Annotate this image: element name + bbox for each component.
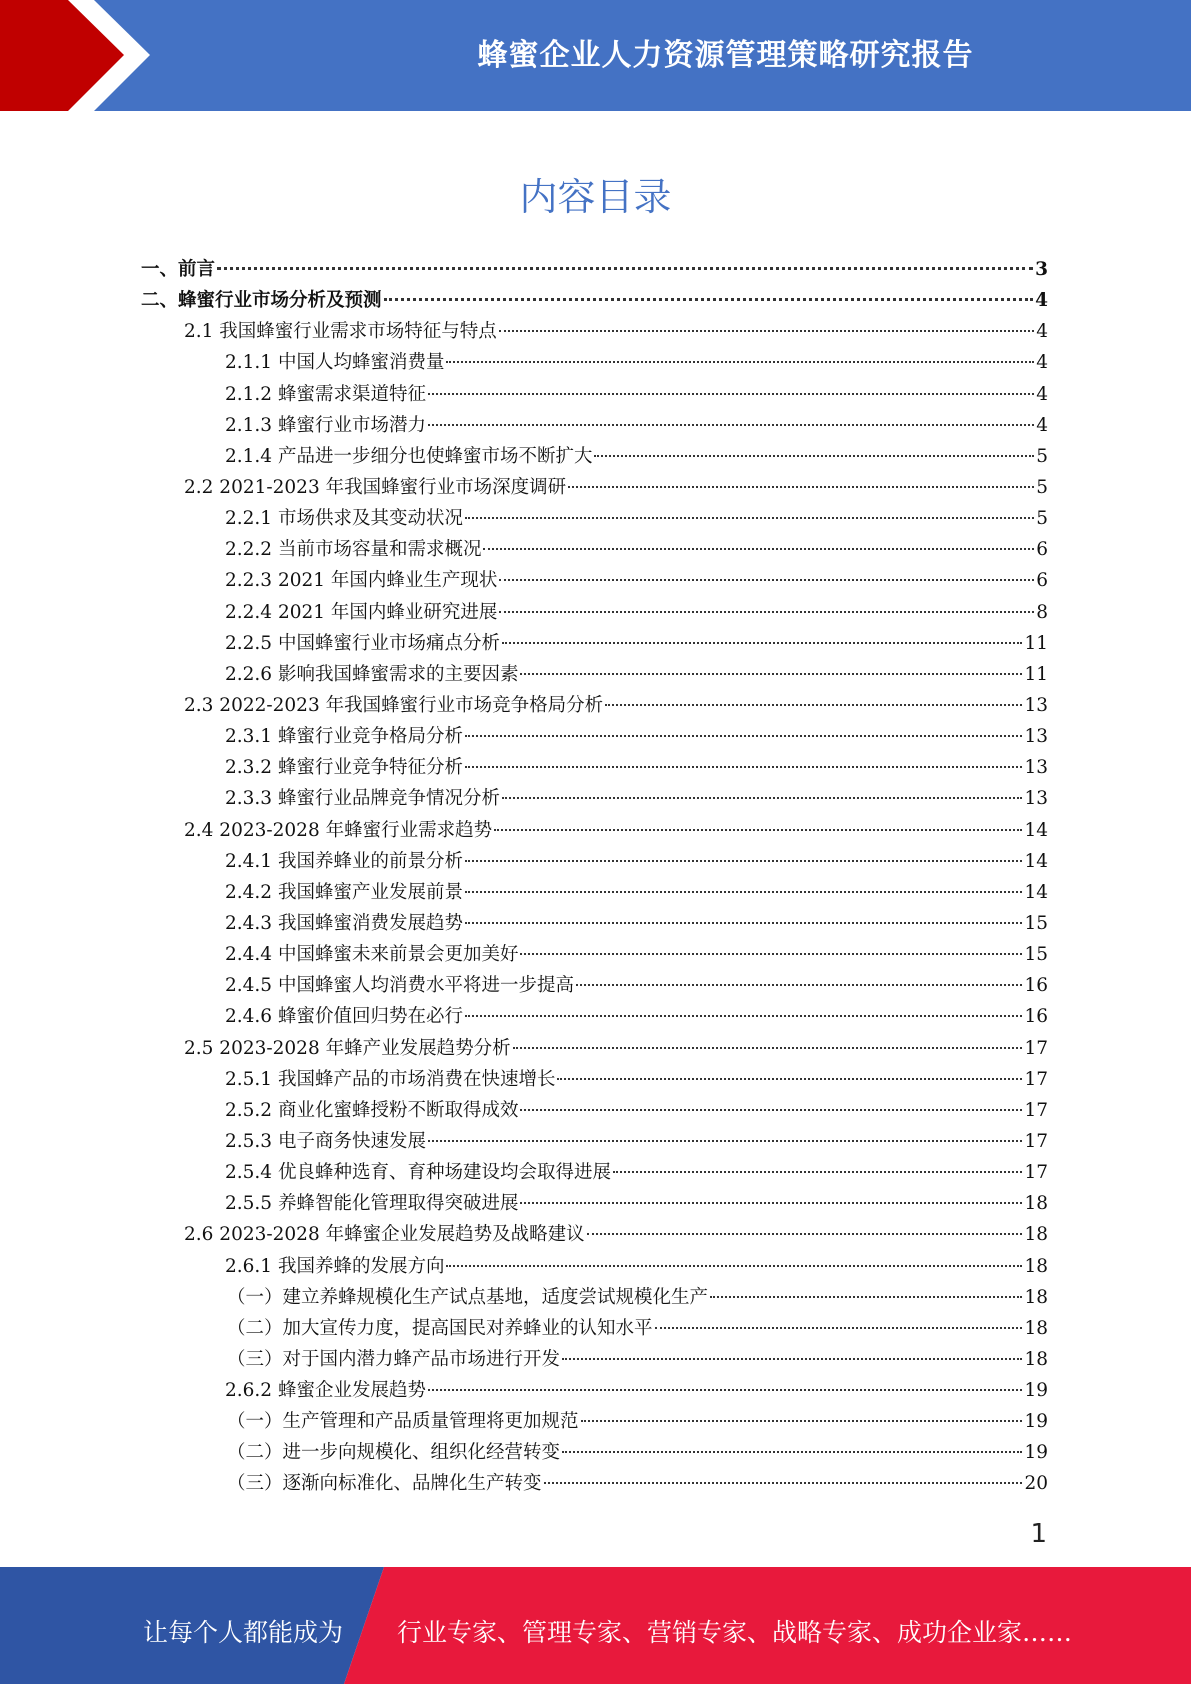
toc-entry-label: 2.4.6 蜂蜜价值回归势在必行 <box>225 1006 463 1028</box>
toc-entry-page: 17 <box>1024 1068 1048 1090</box>
toc-dot-leader <box>587 1233 1023 1235</box>
toc-entry-label: 2.2.1 市场供求及其变动状况 <box>225 508 463 530</box>
toc-entry-page: 20 <box>1024 1473 1048 1495</box>
toc-entry[interactable] <box>141 815 1048 846</box>
toc-dot-leader <box>465 922 1022 924</box>
toc-entry[interactable] <box>141 1251 1048 1282</box>
toc-entry-label: 2.1.1 中国人均蜂蜜消费量 <box>225 352 445 374</box>
toc-entry-page: 18 <box>1024 1317 1048 1339</box>
toc-dot-leader <box>562 1358 1022 1360</box>
toc-entry-page: 18 <box>1024 1224 1048 1246</box>
toc-entry-label: （二）进一步向规模化、组织化经营转变 <box>227 1442 561 1464</box>
toc-entry[interactable] <box>141 347 1048 378</box>
toc-entry-label: （一）生产管理和产品质量管理将更加规范 <box>227 1411 579 1433</box>
toc-entry-page: 17 <box>1024 1130 1048 1152</box>
toc-dot-leader <box>499 611 1034 613</box>
toc-entry-label: 2.1.4 产品进一步细分也使蜂蜜市场不断扩大 <box>225 445 593 467</box>
toc-entry-page: 4 <box>1036 414 1048 436</box>
toc-dot-leader <box>594 455 1034 457</box>
toc-entry[interactable] <box>141 534 1048 565</box>
toc-entry-label: 2.2.6 影响我国蜂蜜需求的主要因素 <box>225 663 519 685</box>
toc-entry-label: 2.5 2023-2028 年蜂产业发展趋势分析 <box>184 1037 511 1059</box>
toc-entry-page: 19 <box>1024 1380 1048 1402</box>
toc-dot-leader <box>655 1327 1023 1329</box>
toc-dot-leader <box>513 1047 1023 1049</box>
toc-dot-leader <box>499 330 1034 332</box>
toc-entry[interactable] <box>141 908 1048 939</box>
toc-entry-label: 2.5.5 养蜂智能化管理取得突破进展 <box>225 1193 519 1215</box>
toc-dot-leader <box>502 642 1022 644</box>
toc-entry-page: 16 <box>1024 975 1048 997</box>
toc-dot-leader <box>384 298 1034 301</box>
toc-dot-leader <box>465 517 1034 519</box>
toc-entry[interactable] <box>141 1344 1048 1375</box>
toc-dot-leader <box>428 393 1034 395</box>
toc-entry[interactable] <box>141 1001 1048 1032</box>
toc-entry-page: 5 <box>1036 445 1048 467</box>
page-footer <box>0 1567 1191 1684</box>
toc-entry-label: 2.5.4 优良蜂种选育、育种场建设均会取得进展 <box>225 1162 611 1184</box>
toc-entry-label: 2.2.5 中国蜂蜜行业市场痛点分析 <box>225 632 500 654</box>
toc-entry[interactable] <box>141 441 1048 472</box>
toc-entry-page: 17 <box>1024 1162 1048 1184</box>
toc-entry[interactable] <box>141 1126 1048 1157</box>
toc-entry-page: 17 <box>1024 1099 1048 1121</box>
toc-entry-page: 13 <box>1024 757 1048 779</box>
toc-entry-label: 2.1.2 蜂蜜需求渠道特征 <box>225 383 426 405</box>
toc-entry[interactable] <box>141 1095 1048 1126</box>
toc-dot-leader <box>520 1109 1022 1111</box>
toc-entry-page: 3 <box>1035 259 1048 280</box>
footer-slogan-right: 行业专家、管理专家、营销专家、战略专家、成功企业家…… <box>397 1618 1073 1647</box>
toc-entry-page: 18 <box>1024 1348 1048 1370</box>
toc-entry[interactable] <box>141 659 1048 690</box>
toc-entry-page: 18 <box>1024 1286 1048 1308</box>
toc-entry[interactable] <box>141 1157 1048 1188</box>
toc-entry-label: 2.4.2 我国蜂蜜产业发展前景 <box>225 881 463 903</box>
toc-dot-leader <box>428 1389 1022 1391</box>
toc-entry-label: （一）建立养蜂规模化生产试点基地，适度尝试规模化生产 <box>227 1286 709 1308</box>
toc-dot-leader <box>494 829 1022 831</box>
toc-entry-page: 4 <box>1036 383 1048 405</box>
toc-dot-leader <box>710 1296 1022 1298</box>
toc-entry[interactable] <box>141 783 1048 814</box>
toc-entry-label: 2.2.2 当前市场容量和需求概况 <box>225 539 482 561</box>
toc-entry-label: 2.4.5 中国蜂蜜人均消费水平将进一步提高 <box>225 975 574 997</box>
page-header <box>0 0 1191 111</box>
toc-entry[interactable] <box>141 503 1048 534</box>
toc-dot-leader <box>520 1202 1022 1204</box>
toc-entry[interactable] <box>141 690 1048 721</box>
toc-entry-page: 8 <box>1036 601 1048 623</box>
toc-entry-label: 2.5.2 商业化蜜蜂授粉不断取得成效 <box>225 1099 519 1121</box>
toc-entry-page: 4 <box>1035 290 1048 312</box>
toc-entry[interactable] <box>141 970 1048 1001</box>
toc-entry[interactable] <box>141 379 1048 410</box>
toc-entry-page: 19 <box>1024 1411 1048 1433</box>
toc-entry[interactable] <box>141 1406 1048 1437</box>
toc-dot-leader <box>465 735 1022 737</box>
toc-entry-label: 2.3.3 蜂蜜行业品牌竞争情况分析 <box>225 788 500 810</box>
toc-entry-label: （三）对于国内潜力蜂产品市场进行开发 <box>227 1348 561 1370</box>
toc-entry[interactable] <box>141 1033 1048 1064</box>
toc-entry-label: 二、蜂蜜行业市场分析及预测 <box>141 290 382 312</box>
toc-entry[interactable] <box>141 1219 1048 1250</box>
toc-heading: 内容目录 <box>519 175 672 219</box>
toc-entry[interactable] <box>141 410 1048 441</box>
toc-entry-label: 2.5.1 我国蜂产品的市场消费在快速增长 <box>225 1068 556 1090</box>
footer-slogan-left: 让每个人都能成为 <box>143 1618 344 1647</box>
toc-entry-page: 15 <box>1024 912 1048 934</box>
toc-entry-page: 18 <box>1024 1255 1048 1277</box>
toc-dot-leader <box>581 1420 1023 1422</box>
toc-entry-page: 6 <box>1036 539 1048 561</box>
toc-entry[interactable] <box>141 628 1048 659</box>
toc-dot-leader <box>428 424 1034 426</box>
toc-entry-page: 11 <box>1024 663 1048 685</box>
toc-dot-leader <box>502 797 1022 799</box>
toc-entry[interactable] <box>141 752 1048 783</box>
toc-entry[interactable] <box>141 254 1048 285</box>
toc-entry-page: 15 <box>1024 944 1048 966</box>
toc-entry-page: 4 <box>1036 352 1048 374</box>
toc-entry[interactable] <box>141 285 1048 316</box>
toc-entry-page: 17 <box>1024 1037 1048 1059</box>
toc-dot-leader <box>605 704 1022 706</box>
toc-entry-page: 5 <box>1036 476 1048 498</box>
toc-dot-leader <box>483 548 1034 550</box>
toc-entry[interactable] <box>141 316 1048 347</box>
toc-entry-label: 一、前言 <box>141 259 216 280</box>
toc-dot-leader <box>576 984 1022 986</box>
toc-entry-label: （三）逐渐向标准化、品牌化生产转变 <box>227 1473 542 1495</box>
toc-entry-label: 2.4.4 中国蜂蜜未来前景会更加美好 <box>225 944 519 966</box>
toc-dot-leader <box>465 891 1022 893</box>
toc-dot-leader <box>562 1451 1022 1453</box>
toc-entry-label: （二）加大宣传力度，提高国民对养蜂业的认知水平 <box>227 1317 653 1339</box>
toc-entry-label: 2.2 2021-2023 年我国蜂蜜行业市场深度调研 <box>184 476 567 498</box>
toc-entry-page: 13 <box>1024 726 1048 748</box>
toc-dot-leader <box>446 361 1034 363</box>
toc-entry-page: 16 <box>1024 1006 1048 1028</box>
toc-entry-label: 2.4.1 我国养蜂业的前景分析 <box>225 850 463 872</box>
toc-dot-leader <box>568 486 1034 488</box>
toc-dot-leader <box>499 579 1034 581</box>
page-number: 1 <box>1030 1519 1047 1549</box>
toc-dot-leader <box>446 1265 1022 1267</box>
toc-dot-leader <box>520 673 1022 675</box>
toc-entry[interactable] <box>141 1282 1048 1313</box>
toc-entry[interactable] <box>141 877 1048 908</box>
toc-entry[interactable] <box>141 1064 1048 1095</box>
toc-entry-label: 2.2.3 2021 年国内蜂业生产现状 <box>225 570 498 592</box>
toc-dot-leader <box>465 766 1022 768</box>
toc-dot-leader <box>217 267 1033 270</box>
toc-entry[interactable] <box>141 939 1048 970</box>
toc-entry-page: 4 <box>1036 321 1048 343</box>
toc-entry-page: 13 <box>1024 788 1048 810</box>
toc-entry-page: 6 <box>1036 570 1048 592</box>
toc-entry[interactable] <box>141 565 1048 596</box>
toc-entry-label: 2.5.3 电子商务快速发展 <box>225 1130 426 1152</box>
toc-entry-page: 19 <box>1024 1442 1048 1464</box>
toc-entry[interactable] <box>141 846 1048 877</box>
toc-entry-page: 11 <box>1024 632 1048 654</box>
toc-entry-label: 2.6.2 蜂蜜企业发展趋势 <box>225 1380 426 1402</box>
toc-entry-page: 14 <box>1024 819 1048 841</box>
toc-dot-leader <box>613 1171 1022 1173</box>
toc-dot-leader <box>428 1140 1022 1142</box>
toc-entry-page: 5 <box>1036 508 1048 530</box>
toc-entry[interactable] <box>141 1437 1048 1468</box>
toc-entry-label: 2.3.1 蜂蜜行业竞争格局分析 <box>225 726 463 748</box>
toc-entry[interactable] <box>141 597 1048 628</box>
toc-entry-label: 2.3.2 蜂蜜行业竞争特征分析 <box>225 757 463 779</box>
toc-entry[interactable] <box>141 1468 1048 1499</box>
toc-entry-page: 14 <box>1024 881 1048 903</box>
toc-entry-label: 2.4.3 我国蜂蜜消费发展趋势 <box>225 912 463 934</box>
toc-entry[interactable] <box>141 721 1048 752</box>
toc-dot-leader <box>544 1482 1023 1484</box>
toc-entry-label: 2.1 我国蜂蜜行业需求市场特征与特点 <box>184 321 497 343</box>
table-of-contents <box>141 254 1048 1500</box>
toc-entry-page: 13 <box>1024 694 1048 716</box>
toc-entry-label: 2.2.4 2021 年国内蜂业研究进展 <box>225 601 498 623</box>
toc-dot-leader <box>557 1078 1022 1080</box>
toc-entry-page: 14 <box>1024 850 1048 872</box>
toc-entry[interactable] <box>141 472 1048 503</box>
toc-entry[interactable] <box>141 1375 1048 1406</box>
report-title: 蜂蜜企业人力资源管理策略研究报告 <box>477 38 974 73</box>
toc-entry-label: 2.1.3 蜂蜜行业市场潜力 <box>225 414 426 436</box>
toc-dot-leader <box>465 1015 1022 1017</box>
toc-entry[interactable] <box>141 1313 1048 1344</box>
toc-entry-label: 2.6.1 我国养蜂的发展方向 <box>225 1255 445 1277</box>
toc-entry-label: 2.6 2023-2028 年蜂蜜企业发展趋势及战略建议 <box>184 1224 585 1246</box>
toc-entry[interactable] <box>141 1188 1048 1219</box>
toc-entry-label: 2.4 2023-2028 年蜂蜜行业需求趋势 <box>184 819 493 841</box>
toc-entry-label: 2.3 2022-2023 年我国蜂蜜行业市场竞争格局分析 <box>184 694 604 716</box>
toc-dot-leader <box>465 860 1022 862</box>
toc-entry-page: 18 <box>1024 1193 1048 1215</box>
toc-dot-leader <box>520 953 1022 955</box>
